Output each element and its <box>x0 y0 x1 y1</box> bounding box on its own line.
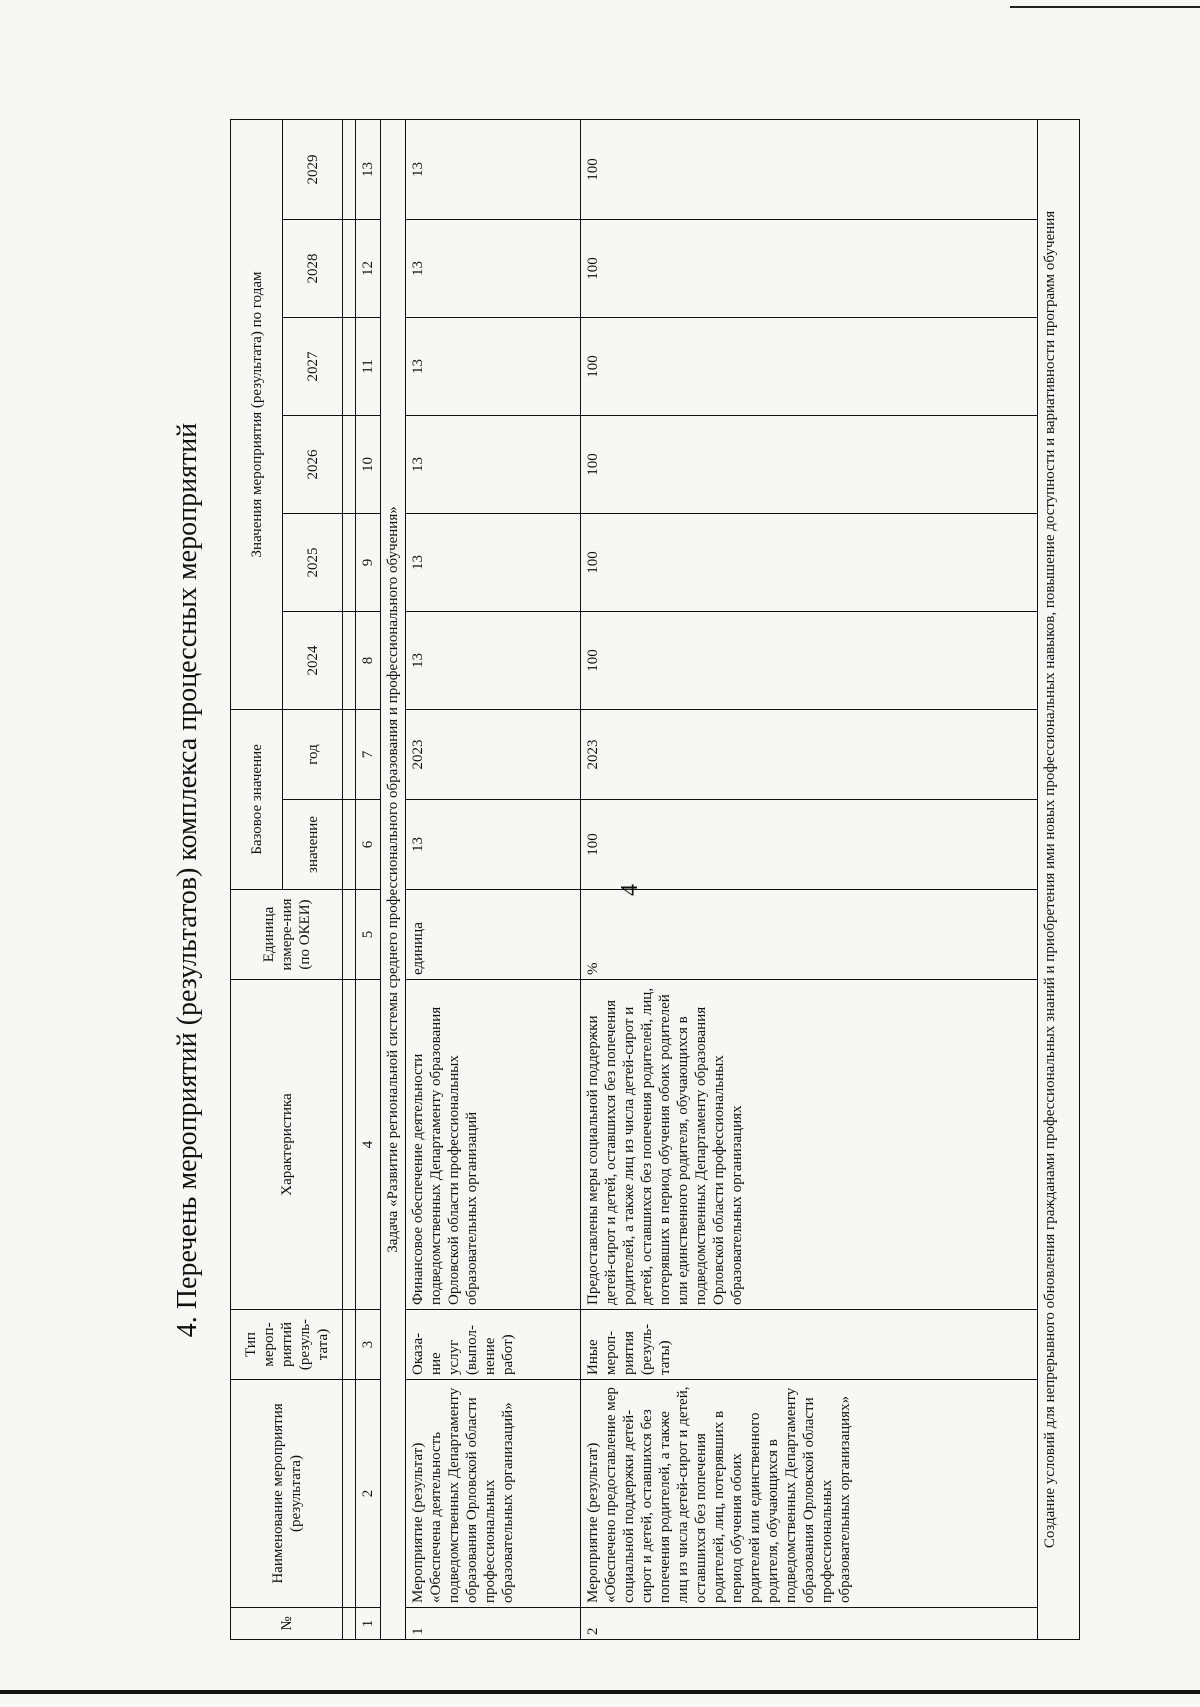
header-unit: Единица измере-ния (по ОКЕИ) <box>231 890 343 980</box>
activities-table <box>230 119 1080 1640</box>
header-year-2025: 2025 <box>283 513 343 611</box>
header-base-value: значение <box>283 800 343 890</box>
task-row-1 <box>381 119 406 1639</box>
table-row <box>581 119 1038 1639</box>
row-2-value-2027: 100 <box>581 317 1038 415</box>
row-1-no: 1 <box>406 1608 581 1640</box>
col-num-4: 4 <box>356 980 381 1310</box>
row-1-type: Оказа-ние услуг (выпол-нение работ) <box>406 1310 581 1380</box>
col-num-7: 7 <box>356 709 381 799</box>
col-num-10: 10 <box>356 415 381 513</box>
col-num-11: 11 <box>356 317 381 415</box>
column-numbers-row <box>356 119 381 1639</box>
row-2-base-value: 100 <box>581 800 1038 890</box>
rotated-table-container <box>230 120 1080 1640</box>
row-1-value-2029: 13 <box>406 119 581 219</box>
row-2-value-2026: 100 <box>581 415 1038 513</box>
row-2-value-2025: 100 <box>581 513 1038 611</box>
header-base: Базовое значение <box>231 709 283 889</box>
col-num-1: 1 <box>356 1608 381 1640</box>
row-1-value-2027: 13 <box>406 317 581 415</box>
header-year-2026: 2026 <box>283 415 343 513</box>
row-1-base-year: 2023 <box>406 709 581 799</box>
row-2-value-2024: 100 <box>581 611 1038 709</box>
row-1-unit: единица <box>406 890 581 980</box>
task-1-text: Задача «Развитие региональной системы среднего профессионального образования и профессионального обучения» <box>381 119 406 1639</box>
header-characteristic: Характеристика <box>231 980 343 1310</box>
page-number: 4 <box>617 884 643 896</box>
header-year-2029: 2029 <box>283 119 343 219</box>
col-num-2: 2 <box>356 1380 381 1608</box>
col-num-12: 12 <box>356 219 381 317</box>
header-year-2027: 2027 <box>283 317 343 415</box>
row-2-name: Мероприятие (результат) «Обеспечено предоставление мер социальной поддержки детей-сирот и детей, оставшихся без попечения родителей, а также лиц из числа детей-сирот и детей, оставшихся без попечения родителей, лиц, потерявших в период обучения обоих родителей или единственного родителя, обучающихся в подведомственных Департаменту образования Орловской области профессиональных образовательных организациях» <box>581 1380 1038 1608</box>
scan-border-bottom <box>0 1690 1200 1694</box>
table-row <box>406 119 581 1639</box>
header-name: Наименование мероприятия (результата) <box>231 1380 343 1608</box>
header-base-year: год <box>283 709 343 799</box>
row-2-base-year: 2023 <box>581 709 1038 799</box>
scan-border-top <box>1010 6 1200 8</box>
row-2-value-2028: 100 <box>581 219 1038 317</box>
header-row-1 <box>231 119 283 1639</box>
task-row-2 <box>1038 119 1080 1639</box>
row-2-value-2029: 100 <box>581 119 1038 219</box>
col-num-6: 6 <box>356 800 381 890</box>
col-num-5: 5 <box>356 890 381 980</box>
header-type: Тип мероп-риятий (резуль-тата) <box>231 1310 343 1380</box>
row-2-type: Иные мероп-риятия (резуль-таты) <box>581 1310 1038 1380</box>
row-1-characteristic: Финансовое обеспечение деятельности подведомственных Департаменту образования Орловской области профессиональных образовательных организаций <box>406 980 581 1310</box>
spacer-row <box>343 119 356 1639</box>
header-year-2024: 2024 <box>283 611 343 709</box>
col-num-3: 3 <box>356 1310 381 1380</box>
page-title: 4. Перечень мероприятий (результатов) комплекса процессных мероприятий <box>172 422 203 1338</box>
col-num-8: 8 <box>356 611 381 709</box>
row-1-value-2028: 13 <box>406 219 581 317</box>
task-2-text: Создание условий для непрерывного обновления гражданами профессиональных знаний и приобретения ими новых профессиональных навыков, повышение доступности и вариативности программ обучения <box>1038 119 1080 1639</box>
row-1-name: Мероприятие (результат) «Обеспечена деятельность подведомственных Департаменту образования Орловской области профессиональных образовательных организаций» <box>406 1380 581 1608</box>
row-1-base-value: 13 <box>406 800 581 890</box>
col-num-13: 13 <box>356 119 381 219</box>
row-2-characteristic: Предоставлены меры социальной поддержки детей-сирот и детей, оставшихся без попечения родителей, а также лиц из числа детей-сирот и детей, оставшихся без попечения родителей, лиц, потерявших в период обучения обоих родителей или единственного родителя, обучающихся в подведомственных Департаменту образования Орловской области профессиональных образовательных организациях <box>581 980 1038 1310</box>
row-1-value-2024: 13 <box>406 611 581 709</box>
row-2-no: 2 <box>581 1608 1038 1640</box>
header-no: № <box>231 1608 343 1640</box>
row-2-unit: % <box>581 890 1038 980</box>
row-1-value-2025: 13 <box>406 513 581 611</box>
header-year-2028: 2028 <box>283 219 343 317</box>
row-1-value-2026: 13 <box>406 415 581 513</box>
header-years-group: Значения мероприятия (результата) по годам <box>231 119 283 709</box>
col-num-9: 9 <box>356 513 381 611</box>
